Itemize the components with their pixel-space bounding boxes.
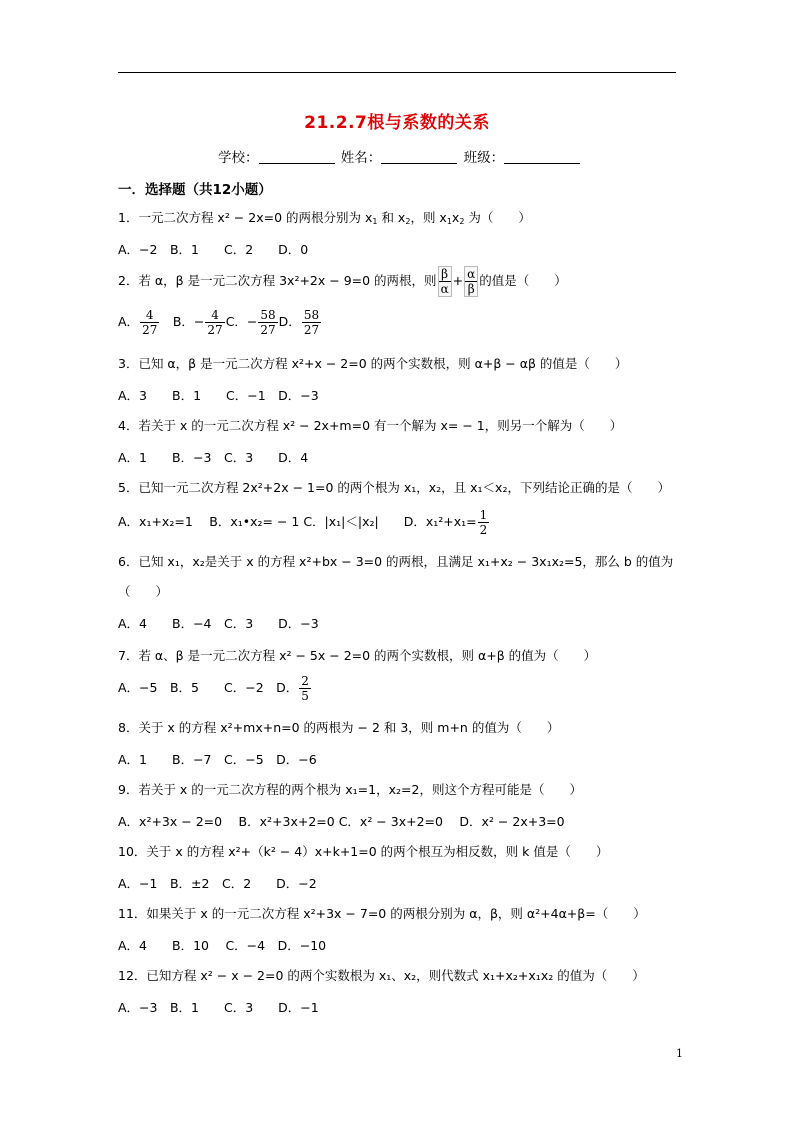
option-a-fraction: $\frac{4}{27}$	[142, 308, 158, 337]
class-blank[interactable]	[504, 149, 580, 164]
question-8: 8．关于 x 的方程 x²+mx+n=0 的两根为 − 2 和 3，则 m+n 的值为（ ）	[118, 720, 560, 735]
fraction-beta-over-alpha: $\frac{\beta}{\alpha}$	[438, 266, 452, 297]
question-7: 7．若 α、β 是一元二次方程 x² − 5x − 2=0 的两个实数根，则 α+β 的值为（ ）	[118, 648, 597, 663]
question-11: 11．如果关于 x 的一元二次方程 x²+3x − 7=0 的两根分别为 α，β，则 α²+4α+β=（ ）	[118, 906, 646, 921]
class-label: 班级：	[463, 150, 505, 166]
question-1-text-b: 和 x	[377, 210, 406, 225]
option-d-fraction: $\frac{1}{2}$	[479, 508, 488, 537]
question-4: 4．若关于 x 的一元二次方程 x² − 2x+m=0 有一个解为 x= − 1，则另一个解为（ ）	[118, 418, 623, 433]
name-label: 姓名：	[340, 150, 382, 166]
question-2: 2．若 α，β 是一元二次方程 3x²+2x − 9=0 的两根，则 $\frac{\beta}{\alpha}$ + $\frac{\alpha}{\beta}$ 的值是（ ）	[118, 267, 567, 296]
question-1: 1．一元二次方程 x² − 2x=0 的两根分别为 $x_1$ 和 $x_2$，则 $x_1x_2$ 为（ ）	[118, 210, 531, 226]
question-2-options: A． $\frac{4}{27}$ B．− $\frac{4}{27}$ C．− $\frac{58}{27}$ D． $\frac{58}{27}$	[118, 308, 320, 337]
question-5-options: A．x₁+x₂=1 B．x₁•x₂= − 1 C．|x₁|＜|x₂| D．x₁²+x₁= $\frac{1}{2}$	[118, 508, 488, 537]
question-3: 3．已知 α，β 是一元二次方程 x²+x − 2=0 的两个实数根，则 α+β − αβ 的值是（ ）	[118, 356, 628, 371]
question-10: 10．关于 x 的方程 x²+（k² − 4）x+k+1=0 的两个根互为相反数，则 k 值是（ ）	[118, 844, 609, 859]
question-1-text-c: ，则 x	[410, 210, 447, 225]
header-rule	[118, 72, 676, 73]
question-1-text-a: 1．一元二次方程 x² − 2x=0 的两根分别为 x	[118, 210, 373, 225]
question-8-options: A．1 B．−7 C．−5 D．−6	[118, 752, 317, 767]
question-11-options: A．4 B．10 C．−4 D．−10	[118, 938, 327, 953]
question-6-continued: （ ）	[118, 584, 169, 599]
question-12: 12．已知方程 x² − x − 2=0 的两个实数根为 x₁、x₂，则代数式 x₁+x₂+x₁x₂ 的值为（ ）	[118, 968, 645, 983]
option-b-fraction: $\frac{4}{27}$	[207, 308, 223, 337]
school-label: 学校：	[218, 150, 259, 166]
question-3-options: A．3 B．1 C．−1 D．−3	[118, 388, 319, 403]
question-1-text-d: 为（ ）	[464, 210, 531, 225]
document-title: 21.2.7根与系数的关系	[304, 113, 490, 133]
question-7-options: A．−5 B．5 C．−2 D． $\frac{2}{5}$	[118, 674, 309, 703]
question-6: 6．已知 x₁，x₂是关于 x 的方程 x²+bx − 3=0 的两根，且满足 x₁+x₂ − 3x₁x₂=5，那么 b 的值为	[118, 554, 674, 569]
option-c-fraction: $\frac{58}{27}$	[260, 308, 276, 337]
option-d-fraction: $\frac{58}{27}$	[303, 308, 320, 337]
school-blank[interactable]	[259, 149, 335, 164]
question-2-text: 2．若 α，β 是一元二次方程 3x²+2x − 9=0 的两根，则	[118, 273, 437, 288]
student-info-line	[218, 146, 582, 166]
question-1-options: A．−2 B．1 C．2 D．0	[118, 242, 309, 257]
section-heading: 一．选择题（共12小题）	[118, 182, 272, 198]
question-6-options: A．4 B．−4 C．3 D．−3	[118, 616, 319, 631]
question-10-options: A．−1 B．±2 C．2 D．−2	[118, 876, 317, 891]
page-number: 1	[676, 1047, 683, 1060]
option-d-fraction: $\frac{2}{5}$	[301, 674, 309, 703]
question-2-text-end: 的值是（ ）	[479, 273, 567, 288]
question-12-options: A．−3 B．1 C．3 D．−1	[118, 1000, 319, 1015]
question-4-options: A．1 B．−3 C．3 D．4	[118, 450, 309, 465]
fraction-alpha-over-beta: $\frac{\alpha}{\beta}$	[464, 266, 478, 297]
question-5: 5．已知一元二次方程 2x²+2x − 1=0 的两个根为 x₁，x₂，且 x₁＜x₂，下列结论正确的是（ ）	[118, 480, 670, 495]
name-blank[interactable]	[381, 149, 457, 164]
question-9: 9．若关于 x 的一元二次方程的两个根为 x₁=1，x₂=2，则这个方程可能是（ ）	[118, 782, 582, 797]
question-9-options: A．x²+3x − 2=0 B．x²+3x+2=0 C．x² − 3x+2=0 D．x² − 2x+3=0	[118, 814, 565, 829]
